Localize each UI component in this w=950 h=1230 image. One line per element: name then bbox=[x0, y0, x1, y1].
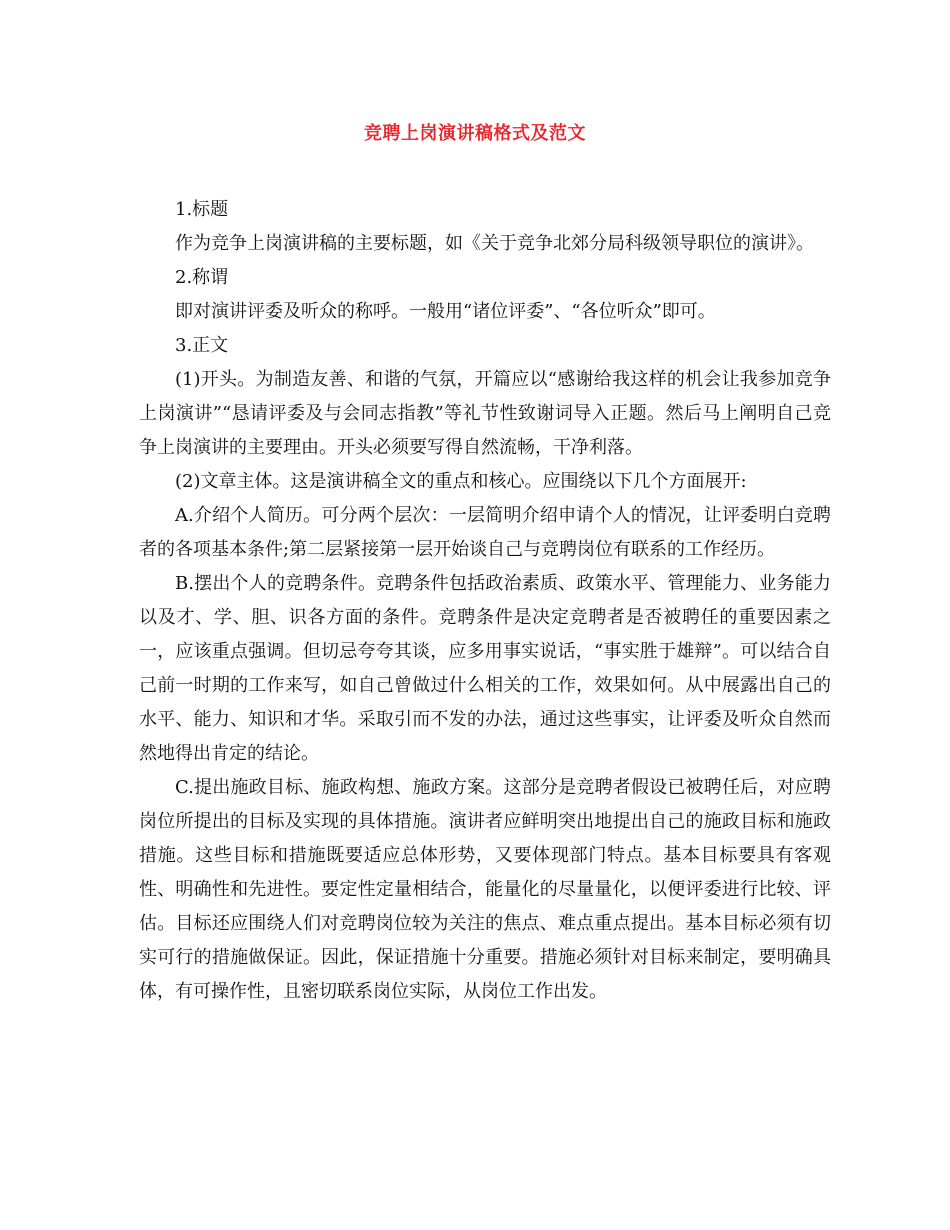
paragraph-title-description: 作为竞争上岗演讲稿的主要标题，如《关于竞争北郊分局科级领导职位的演讲》。 bbox=[175, 233, 814, 254]
paragraph-point-c: C.提出施政目标、施政构想、施政方案。这部分是竞聘者假设已被聘任后，对应聘岗位所提出的目标及实现的具体措施。演讲者应鲜明突出地提出自己的施政目标和施政措施。这些目标和措施既要适应总体形势，又要体现部门特点。基本目标要具有客观性、明确性和先进性。要定性定量相结合，能量化的尽量量化，以便评委进行比较、评估。目标还应围绕人们对竞聘岗位较为关注的焦点、难点重点提出。基本目标必须有切实可行的措施做保证。因此，保证措施十分重要。措施必须针对目标来制定，要明确具体，有可操作性，且密切联系岗位实际，从岗位工作出发。 bbox=[139, 777, 831, 1002]
document-body bbox=[139, 193, 831, 1009]
heading-body-section: 3.正文 bbox=[175, 335, 229, 356]
paragraph-opening: (1)开头。为制造友善、和谐的气氛，开篇应以“感谢给我这样的机会让我参加竞争上岗演讲”“恳请评委及与会同志指教”等礼节性致谢词导入正题。然后马上阐明自己竞争上岗演讲的主要理由。开头必须要写得自然流畅，干净利落。 bbox=[139, 369, 831, 458]
paragraph-main-body: (2)文章主体。这是演讲稿全文的重点和核心。应围绕以下几个方面展开: bbox=[175, 471, 747, 492]
paragraph-point-a: A.介绍个人简历。可分两个层次：一层简明介绍申请个人的情况，让评委明白竞聘者的各项基本条件;第二层紧接第一层开始谈自己与竞聘岗位有联系的工作经历。 bbox=[139, 505, 831, 560]
document-title: 竞聘上岗演讲稿格式及范文 bbox=[364, 123, 586, 144]
paragraph-point-b: B.摆出个人的竞聘条件。竞聘条件包括政治素质、政策水平、管理能力、业务能力以及才、学、胆、识各方面的条件。竞聘条件是决定竞聘者是否被聘任的重要因素之一，应该重点强调。但切忌夸夸其谈，应多用事实说话，“事实胜于雄辩”。可以结合自己前一时期的工作来写，如自己曾做过什么相关的工作，效果如何。从中展露出自己的水平、能力、知识和才华。采取引而不发的办法，通过这些事实，让评委及听众自然而然地得出肯定的结论。 bbox=[139, 573, 831, 764]
paragraph-salutation-description: 即对演讲评委及听众的称呼。一般用“诸位评委”、“各位听众”即可。 bbox=[175, 301, 716, 322]
heading-title-section: 1.标题 bbox=[175, 199, 229, 220]
heading-salutation-section: 2.称谓 bbox=[175, 267, 229, 288]
